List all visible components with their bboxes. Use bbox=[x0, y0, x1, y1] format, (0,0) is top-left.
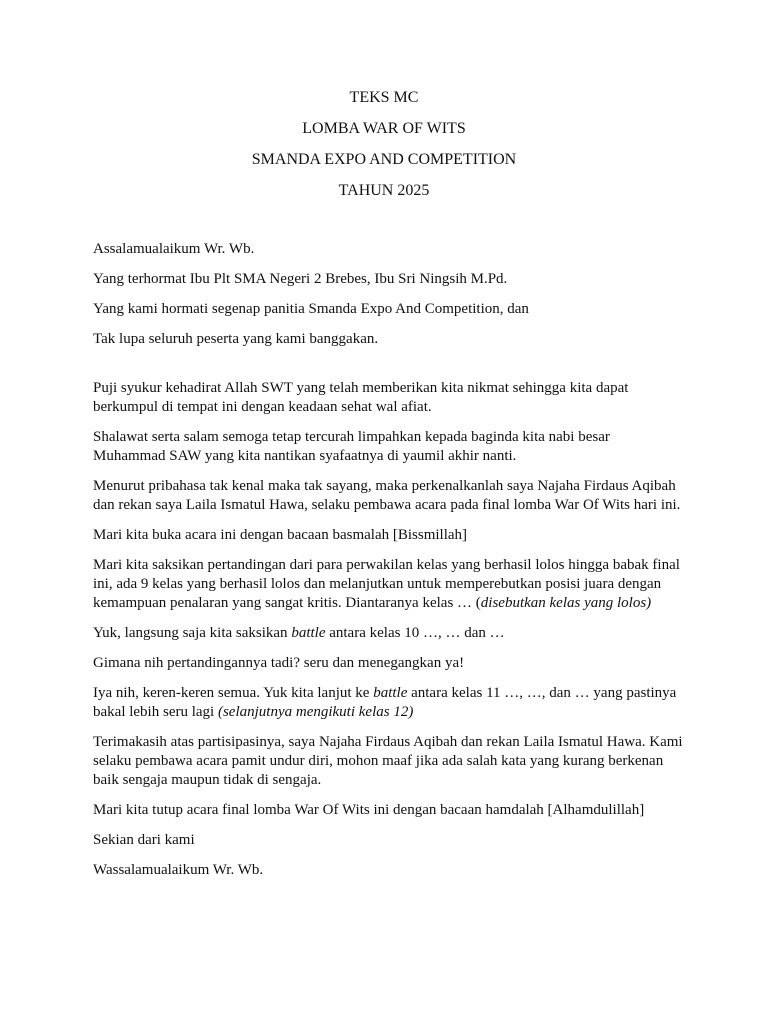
paragraph-closing-thanks: Terimakasih atas partisipasinya, saya Najaha Firdaus Aqibah dan rekan Laila Ismatul Hawa. Kami selaku pembawa acara pamit undur diri, mohon maaf jika ada salah kata yang kurang berkenan baik sengaja maupun tidak di sengaja. bbox=[93, 734, 683, 788]
battle-11-text-a: Iya nih, keren-keren semua. Yuk kita lanjut ke bbox=[93, 685, 374, 701]
paragraph-basmalah: Mari kita buka acara ini dengan bacaan basmalah [Bissmillah] bbox=[93, 527, 468, 543]
paragraph-shalawat: Shalawat serta salam semoga tetap tercurah limpahkan kepada baginda kita nabi besar Muhammad SAW yang kita nantikan syafaatnya di yaumil akhir nanti. bbox=[93, 429, 610, 464]
honor-line-1: Yang terhormat Ibu Plt SMA Negeri 2 Brebes, Ibu Sri Ningsih M.Pd. bbox=[93, 271, 508, 287]
document-title-block bbox=[0, 88, 768, 212]
battle-10-text-b: antara kelas 10 …, … dan … bbox=[325, 625, 505, 641]
title-line-2: LOMBA WAR OF WITS bbox=[302, 120, 466, 137]
paragraph-introduction: Menurut pribahasa tak kenal maka tak sayang, maka perkenalkanlah saya Najaha Firdaus Aqibah dan rekan saya Laila Ismatul Hawa, selaku pembawa acara pada final lomba War Of Wits hari ini. bbox=[93, 478, 681, 513]
battle-11-text-b: antara kelas 11 …, …, dan … yang pastinya bakal lebih seru lagi bbox=[93, 685, 677, 720]
document-body bbox=[93, 240, 683, 891]
title-line-1: TEKS MC bbox=[349, 89, 419, 106]
battle-10-italic: battle bbox=[291, 625, 326, 641]
battle-10-text-a: Yuk, langsung saja kita saksikan bbox=[93, 625, 292, 641]
paragraph-battle-11 bbox=[93, 684, 683, 722]
greeting-line: Assalamualaikum Wr. Wb. bbox=[93, 241, 255, 257]
finalists-text: Mari kita saksikan pertandingan dari para perwakilan kelas yang berhasil lolos hingga babak final ini, ada 9 kelas yang berhasil lolos dan melanjutkan untuk memperebutkan posisi juara dengan kemampuan penalaran yang sangat kritis. Diantaranya kelas … ( bbox=[93, 557, 680, 611]
paragraph-finalists bbox=[93, 556, 683, 613]
finalists-note: disebutkan kelas yang lolos) bbox=[480, 595, 652, 611]
battle-11-note: (selanjutnya mengikuti kelas 12) bbox=[217, 704, 414, 720]
title-line-3: SMANDA EXPO AND COMPETITION bbox=[251, 151, 517, 168]
honor-line-2: Yang kami hormati segenap panitia Smanda Expo And Competition, dan bbox=[93, 301, 529, 317]
paragraph-closing-salam: Wassalamualaikum Wr. Wb. bbox=[93, 862, 264, 878]
paragraph-reaction: Gimana nih pertandingannya tadi? seru dan menegangkan ya! bbox=[93, 655, 465, 671]
paragraph-farewell: Sekian dari kami bbox=[93, 832, 195, 848]
title-line-4: TAHUN 2025 bbox=[338, 182, 430, 199]
honor-line-3: Tak lupa seluruh peserta yang kami banggakan. bbox=[93, 331, 379, 347]
paragraph-gratitude: Puji syukur kehadirat Allah SWT yang telah memberikan kita nikmat sehingga kita dapat berkumpul di tempat ini dengan keadaan sehat wal afiat. bbox=[93, 380, 629, 415]
paragraph-hamdalah: Mari kita tutup acara final lomba War Of Wits ini dengan bacaan hamdalah [Alhamdulillah] bbox=[93, 802, 645, 818]
paragraph-battle-10 bbox=[93, 624, 683, 643]
battle-11-italic: battle bbox=[373, 685, 408, 701]
